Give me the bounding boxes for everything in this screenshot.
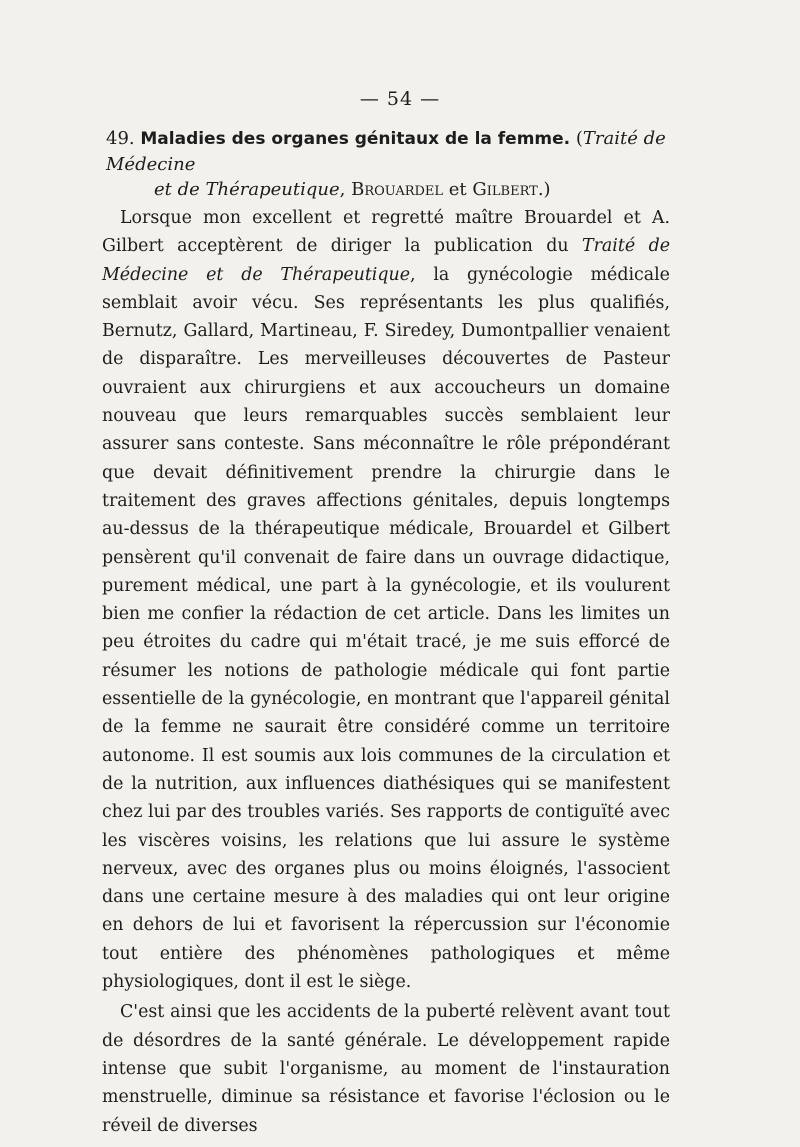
reference-close: .) — [537, 179, 551, 200]
reference-author-1: Brouardel — [351, 179, 444, 200]
reference-and: et — [448, 179, 467, 200]
section-heading — [106, 126, 672, 202]
section-title: Maladies des organes génitaux de la femme. — [140, 129, 571, 149]
reference-title-1: Traité de Médecine — [106, 128, 666, 175]
open-paren: ( — [575, 128, 583, 149]
paragraph-1-italic-title: Traité de Médecine et de Thérapeutique — [102, 236, 670, 285]
paragraph-1-part-1: Lorsque mon excellent et regretté maître Brouardel et A. Gilbert acceptèrent de diriger la publication du — [102, 208, 670, 257]
reference-author-2: Gilbert — [472, 179, 538, 200]
paragraph-1 — [102, 204, 670, 996]
paragraph-2: C'est ainsi que les accidents de la puberté relèvent avant tout de désordres de la santé générale. Le développement rapide intense que subit l'organisme, au moment de l'instauration menstruelle, diminue sa résistance et favorise l'éclosion ou le réveil de diverses — [102, 1002, 670, 1136]
reference-comma: , — [339, 179, 346, 200]
heading-line-2 — [106, 177, 672, 202]
page-number: — 54 — — [359, 88, 441, 110]
paragraph-1-part-2: , la gynécologie médicale semblait avoir vécu. Ses représentants les plus qualifiés, Bernutz, Gallard, Martineau, F. Siredey, Dumontpallier venaient de disparaître. Les merveilleuses découvertes de Pasteur ouvraient aux chirurgiens et aux accoucheurs un domaine nouveau que leurs remarquables succès semblaient leur assurer sans conteste. Sans méconnaître le rôle prépondérant que devait définitivement prendre la chirurgie dans le traitement des graves affections génitales, depuis longtemps au-dessus de la thérapeutique médicale, Brouardel et Gilbert pensèrent qu'il convenait de faire dans un ouvrage didactique, purement médical, une part à la gynécologie, et ils voulurent bien me confier la rédaction de cet article. Dans les limites un peu étroites du cadre qui m'était tracé, je me suis efforcé de résumer les notions de pathologie médicale qui font partie essentielle de la gynécologie, en montrant que l'appareil génital de la femme ne saurait être considéré comme un territoire autonome. Il est soumis aux lois communes de la circulation et de la nutrition, aux influences diathésiques qui se manifestent chez lui par des troubles variés. Ses rapports de contiguïté avec les viscères voisins, les relations que lui assure le système nerveux, avec des organes plus ou moins éloignés, l'associent dans une certaine mesure à des maladies qui ont leur origine en dehors de lui et favorisent la répercussion sur l'économie tout entière des phénomènes pathologiques et même physiologiques, dont il est le siège. — [102, 264, 670, 993]
reference-title-2: et de Thérapeutique — [154, 179, 340, 200]
body-text — [102, 204, 670, 1140]
section-number: 49. — [106, 128, 135, 149]
